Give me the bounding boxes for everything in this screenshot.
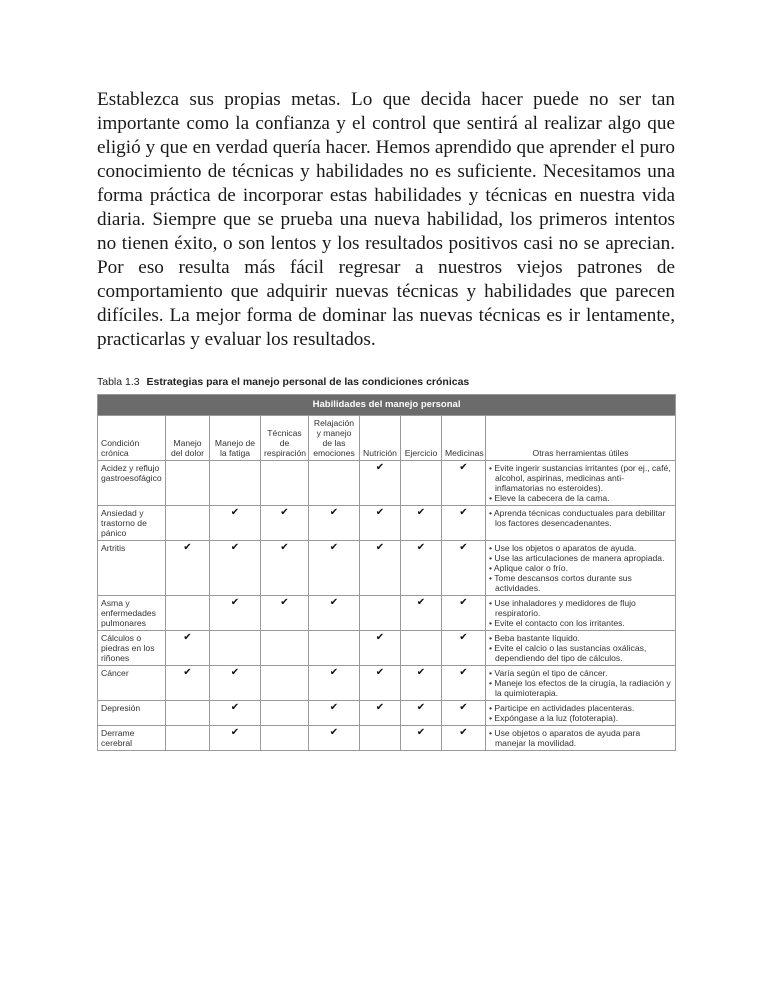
- check-cell: [309, 506, 360, 541]
- check-icon: ✔: [416, 507, 426, 518]
- check-icon: ✔: [230, 667, 240, 678]
- check-cell: [360, 541, 401, 596]
- tool-item: • Evite el contacto con los irritantes.: [489, 618, 625, 628]
- tools-cell: [486, 461, 676, 506]
- condition-cell: Cálculos o piedras en los riñones: [98, 631, 166, 666]
- check-cell: [309, 666, 360, 701]
- check-cell: [442, 506, 486, 541]
- column-header: Técnicas de respiración: [261, 416, 309, 461]
- condition-cell: Acidez y reflujo gastroesofágico: [98, 461, 166, 506]
- check-icon: ✔: [230, 542, 240, 553]
- check-icon: ✔: [329, 702, 339, 713]
- column-header: Relajación y manejo de las emociones: [309, 416, 360, 461]
- check-cell: [261, 666, 309, 701]
- table-row: [98, 726, 676, 751]
- tool-item: • Evite ingerir sustancias irritantes (por ej., café, alcohol, aspirinas, medicinas anti-inflamatorias no esteroides).: [489, 463, 671, 493]
- check-icon: ✔: [375, 507, 385, 518]
- column-header: Manejo de la fatiga: [210, 416, 261, 461]
- check-cell: [210, 506, 261, 541]
- check-icon: ✔: [459, 542, 468, 553]
- check-icon: ✔: [416, 667, 426, 678]
- check-icon: ✔: [459, 462, 468, 473]
- tool-item: • Aprenda técnicas conductuales para debilitar los factores desencadenantes.: [489, 508, 666, 528]
- check-icon: ✔: [230, 727, 240, 738]
- check-cell: [166, 596, 210, 631]
- check-cell: [360, 726, 401, 751]
- check-icon: ✔: [329, 667, 339, 678]
- column-header: Medicinas: [442, 416, 486, 461]
- check-cell: [309, 726, 360, 751]
- check-cell: [309, 631, 360, 666]
- tool-item: • Use inhaladores y medidores de flujo respiratorio.: [489, 598, 636, 618]
- tool-item: • Maneje los efectos de la cirugía, la radiación y la quimioterapia.: [489, 678, 671, 698]
- table-title: Estrategias para el manejo personal de las condiciones crónicas: [146, 376, 470, 388]
- check-icon: ✔: [459, 597, 468, 608]
- check-cell: [401, 631, 442, 666]
- column-header: Ejercicio: [401, 416, 442, 461]
- tools-cell: [486, 726, 676, 751]
- check-cell: [166, 726, 210, 751]
- check-cell: [261, 726, 309, 751]
- check-cell: [360, 461, 401, 506]
- check-cell: [401, 666, 442, 701]
- check-cell: [360, 666, 401, 701]
- condition-cell: Cáncer: [98, 666, 166, 701]
- table-caption: [97, 376, 677, 388]
- check-icon: ✔: [375, 462, 385, 473]
- check-cell: [401, 701, 442, 726]
- check-cell: [442, 596, 486, 631]
- check-icon: ✔: [329, 727, 339, 738]
- tool-item: • Varía según el tipo de cáncer.: [489, 668, 608, 678]
- check-icon: ✔: [459, 667, 468, 678]
- check-cell: [166, 506, 210, 541]
- tool-item: • Tome descansos cortos durante sus actividades.: [489, 573, 632, 593]
- check-cell: [166, 461, 210, 506]
- check-cell: [210, 726, 261, 751]
- check-cell: [309, 461, 360, 506]
- check-cell: [166, 666, 210, 701]
- check-icon: ✔: [459, 727, 468, 738]
- tools-cell: [486, 701, 676, 726]
- table-row: [98, 631, 676, 666]
- column-header: Condición crónica: [98, 416, 166, 461]
- check-cell: [261, 596, 309, 631]
- table-row: [98, 541, 676, 596]
- check-cell: [442, 726, 486, 751]
- check-icon: ✔: [329, 597, 339, 608]
- check-icon: ✔: [329, 507, 339, 518]
- check-cell: [442, 701, 486, 726]
- table-body: [98, 461, 676, 751]
- tool-item: • Use los objetos o aparatos de ayuda.: [489, 543, 637, 553]
- tool-item: • Use objetos o aparatos de ayuda para manejar la movilidad.: [489, 728, 641, 748]
- check-icon: ✔: [375, 542, 385, 553]
- tools-cell: [486, 506, 676, 541]
- tools-cell: [486, 666, 676, 701]
- column-header: Nutrición: [360, 416, 401, 461]
- check-icon: ✔: [280, 597, 289, 608]
- check-cell: [360, 631, 401, 666]
- check-cell: [360, 701, 401, 726]
- table-row: [98, 701, 676, 726]
- check-icon: ✔: [416, 542, 426, 553]
- check-icon: ✔: [459, 632, 468, 643]
- check-cell: [401, 461, 442, 506]
- tool-item: • Beba bastante líquido.: [489, 633, 580, 643]
- check-cell: [442, 541, 486, 596]
- condition-cell: Depresión: [98, 701, 166, 726]
- check-cell: [442, 666, 486, 701]
- check-cell: [261, 631, 309, 666]
- check-cell: [210, 701, 261, 726]
- check-icon: ✔: [280, 542, 289, 553]
- condition-cell: Asma y enfermedades pulmonares: [98, 596, 166, 631]
- check-icon: ✔: [183, 667, 192, 678]
- table-row: [98, 666, 676, 701]
- check-cell: [261, 506, 309, 541]
- tool-item: • Aplique calor o frío.: [489, 563, 568, 573]
- check-icon: ✔: [375, 632, 385, 643]
- check-icon: ✔: [329, 542, 339, 553]
- check-icon: ✔: [375, 702, 385, 713]
- check-cell: [166, 541, 210, 596]
- check-cell: [360, 506, 401, 541]
- tools-cell: [486, 541, 676, 596]
- check-icon: ✔: [416, 727, 426, 738]
- column-header: Otras herramientas útiles: [486, 416, 676, 461]
- check-icon: ✔: [183, 632, 192, 643]
- check-cell: [210, 461, 261, 506]
- table-row: [98, 461, 676, 506]
- tool-item: • Eleve la cabecera de la cama.: [489, 493, 610, 503]
- check-cell: [360, 596, 401, 631]
- table-band-row: [98, 395, 676, 416]
- tool-item: • Use las articulaciones de manera apropiada.: [489, 553, 665, 563]
- check-cell: [261, 701, 309, 726]
- check-cell: [442, 631, 486, 666]
- tool-item: • Participe en actividades placenteras.: [489, 703, 635, 713]
- check-cell: [210, 541, 261, 596]
- strategies-table: [97, 394, 676, 751]
- check-icon: ✔: [183, 542, 192, 553]
- check-icon: ✔: [230, 702, 240, 713]
- check-cell: [401, 596, 442, 631]
- check-icon: ✔: [416, 597, 426, 608]
- check-cell: [261, 541, 309, 596]
- column-header: Manejo del dolor: [166, 416, 210, 461]
- check-icon: ✔: [416, 702, 426, 713]
- check-icon: ✔: [230, 597, 240, 608]
- check-cell: [309, 596, 360, 631]
- check-cell: [442, 461, 486, 506]
- check-cell: [309, 541, 360, 596]
- check-cell: [401, 506, 442, 541]
- tool-item: • Expóngase a la luz (fototerapia).: [489, 713, 619, 723]
- check-icon: ✔: [459, 702, 468, 713]
- check-cell: [401, 541, 442, 596]
- check-cell: [166, 631, 210, 666]
- check-icon: ✔: [375, 667, 385, 678]
- check-cell: [309, 701, 360, 726]
- condition-cell: Artritis: [98, 541, 166, 596]
- check-cell: [210, 596, 261, 631]
- check-icon: ✔: [459, 507, 468, 518]
- check-cell: [210, 666, 261, 701]
- table-row: [98, 596, 676, 631]
- tools-cell: [486, 596, 676, 631]
- table-row: [98, 506, 676, 541]
- check-cell: [210, 631, 261, 666]
- condition-cell: Ansiedad y trastorno de pánico: [98, 506, 166, 541]
- check-cell: [401, 726, 442, 751]
- tools-cell: [486, 631, 676, 666]
- check-icon: ✔: [230, 507, 240, 518]
- table-band-header: Habilidades del manejo personal: [98, 395, 676, 416]
- tool-item: • Evite el calcio o las sustancias oxálicas, dependiendo del tipo de cálculos.: [489, 643, 647, 663]
- table-number: Tabla 1.3: [97, 376, 140, 388]
- body-paragraph: Establezca sus propias metas. Lo que decida hacer puede no ser tan importante como la confianza y el control que sentirá al realizar algo que eligió y que en verdad quería hacer. Hemos aprendido que aprender el puro conocimiento de técnicas y habilidades no es suficiente. Necesitamos una forma práctica de incorporar estas habilidades y técnicas en nuestra vida diaria. Siempre que se prueba una nueva habilidad, los primeros intentos no tienen éxito, o son lentos y los resultados positivos casi no se aprecian. Por eso resulta más fácil regresar a nuestros viejos patrones de comportamiento que adquirir nuevas técnicas y habilidades que parecen difíciles. La mejor forma de dominar las nuevas técnicas es ir lentamente, practicarlas y evaluar los resultados.: [97, 89, 675, 350]
- check-icon: ✔: [280, 507, 289, 518]
- check-cell: [166, 701, 210, 726]
- check-cell: [261, 461, 309, 506]
- table-header-row: [98, 416, 676, 461]
- condition-cell: Derrame cerebral: [98, 726, 166, 751]
